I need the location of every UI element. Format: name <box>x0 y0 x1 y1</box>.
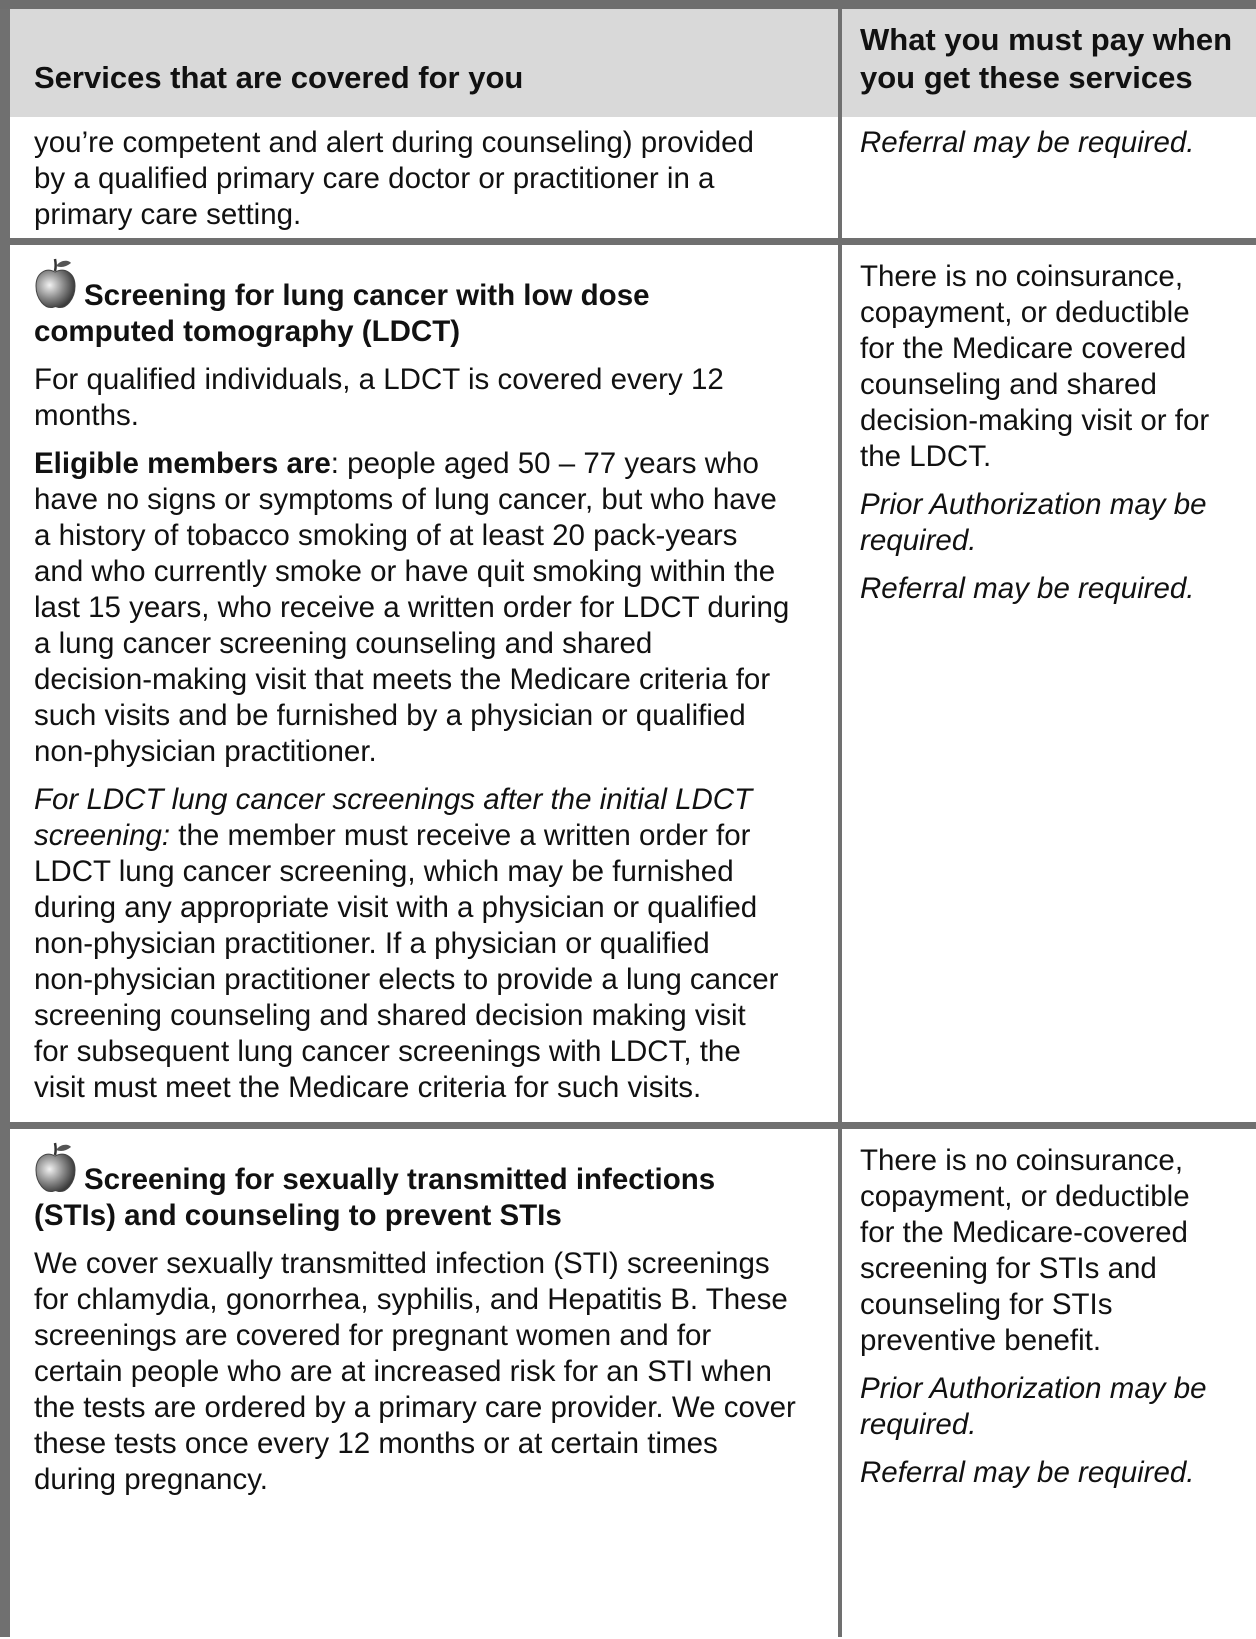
sti-title: Screening for sexually transmitted infections (STIs) and counseling to prevent STIs <box>34 1139 838 1234</box>
table-row <box>5 117 1256 241</box>
service-cell <box>5 241 840 1125</box>
lung-eligibility: Eligible members are: people aged 50 – 77 years who have no signs or symptoms of lung cancer, but who have a history of tobacco smoking of at least 20 pack-years and who currently smoke or have quit smoking within the last 15 years, who receive a written order for LDCT during a lung cancer screening counseling and shared decision-making visit that meets the Medicare criteria for such visits and be furnished by a physician or qualified non-physician practitioner. <box>34 446 790 768</box>
table-row-sti <box>5 1125 1256 1637</box>
lung-title: Screening for lung cancer with low dose computed tomography (LDCT) <box>34 255 838 350</box>
header-payment: What you must pay when you get these services <box>840 9 1256 117</box>
sti-referral: Referral may be required. <box>860 1455 1195 1489</box>
sti-prior-auth: Prior Authorization may be required. <box>860 1371 1207 1441</box>
payment-cell <box>840 241 1256 1125</box>
apple-icon <box>34 1139 76 1195</box>
sti-cost-text: There is no coinsurance, copayment, or deductible for the Medicare-covered screening for STIs and counseling for STIs preventive benefit. <box>860 1143 1190 1357</box>
top-border <box>0 0 1256 9</box>
lung-frequency: For qualified individuals, a LDCT is covered every 12 months. <box>34 362 724 432</box>
lung-referral: Referral may be required. <box>860 571 1195 605</box>
sti-description: We cover sexually transmitted infection (STI) screenings for chlamydia, gonorrhea, syphilis, and Hepatitis B. These screenings are covered for pregnant women and for certain people who are at increased risk for an STI when the tests are ordered by a primary care provider. We cover these tests once every 12 months or at certain times during pregnancy. <box>34 1246 796 1496</box>
payment-cell: Referral may be required. <box>840 117 1256 241</box>
benefits-table-page <box>0 9 1256 1639</box>
table-header-row <box>5 9 1256 117</box>
header-services: Services that are covered for you <box>5 9 840 117</box>
payment-cell <box>840 1125 1256 1637</box>
lung-cost-text: There is no coinsurance, copayment, or deductible for the Medicare covered counseling and shared decision-making visit or for the LDCT. <box>860 259 1210 473</box>
benefits-table <box>0 9 1256 1637</box>
apple-icon <box>34 255 76 311</box>
lung-subsequent-screenings: For LDCT lung cancer screenings after the initial LDCT screening: the member must receive a written order for LDCT lung cancer screening, which may be furnished during any appropriate visit with a physician or qualified non-physician practitioner. If a physician or qualified non-physician practitioner elects to provide a lung cancer screening counseling and shared decision making visit for subsequent lung cancer screenings with LDCT, the visit must meet the Medicare criteria for such visits. <box>34 782 779 1104</box>
table-row-lung-cancer <box>5 241 1256 1125</box>
lung-prior-auth: Prior Authorization may be required. <box>860 487 1207 557</box>
service-cell <box>5 1125 840 1637</box>
service-cell: you’re competent and alert during counseling) provided by a qualified primary care doctor or practitioner in a primary care setting. <box>5 117 840 241</box>
